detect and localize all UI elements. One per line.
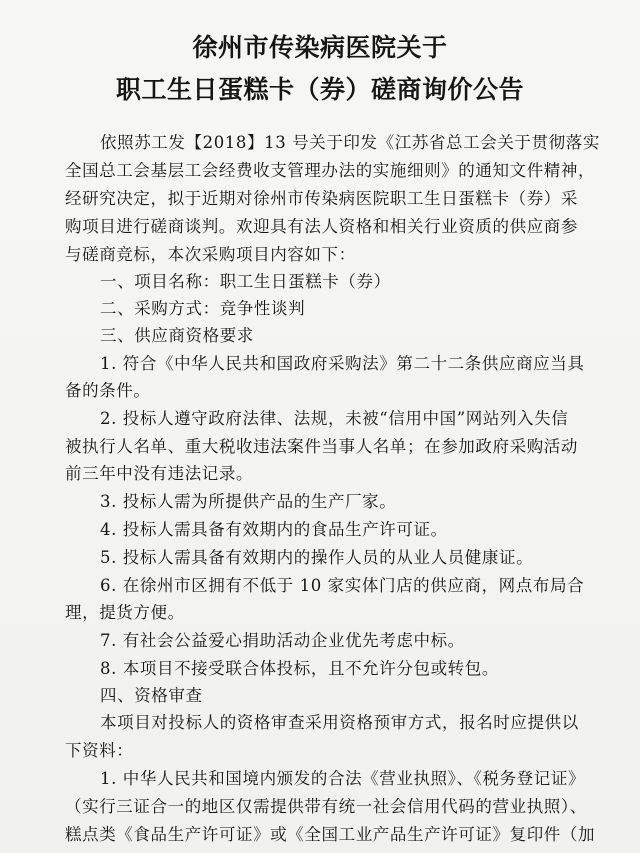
list-item-line: 6. 在徐州市区拥有不低于 10 家实体门店的供应商，网点布局合 [100,576,585,595]
paragraph-line: 购项目进行磋商谈判。欢迎具有法人资格和相关行业资质的供应商参 [65,217,578,236]
list-item-line: 3. 投标人需为所提供产品的生产厂家。 [100,492,397,511]
section-heading: 四、资格审查 [100,686,203,705]
document-title-line-1: 徐州市传染病医院关于 [192,33,448,62]
paragraph-line: 依照苏工发【2018】13 号关于印发《江苏省总工会关于贯彻落实 [100,133,600,152]
section-heading: 三、供应商资格要求 [100,326,254,345]
list-item-line: 糕点类《食品生产许可证》或《全国工业产品生产许可证》复印件（加 [65,825,596,844]
paragraph-line: 本项目对投标人的资格审查采用资格预审方式，报名时应提供以 [100,713,579,732]
list-item-line: 8. 本项目不接受联合体投标，且不允许分包或转包。 [100,659,499,678]
paragraph-line: 下资料： [65,741,134,760]
paragraph-line: 全国总工会基层工会经费收支管理办法的实施细则》的通知文件精神， [65,161,596,180]
list-item-line: 4. 投标人需具备有效期内的食品生产许可证。 [100,520,448,539]
list-item-line: 2. 投标人遵守政府法律、法规，未被“信用中国”网站列入失信 [100,409,569,428]
list-item-line: 5. 投标人需具备有效期内的操作人员的从业人员健康证。 [100,548,534,567]
list-item-line: （实行三证合一的地区仅需提供带有统一社会信用代码的营业执照）、 [65,797,587,816]
section-heading: 一、项目名称：职工生日蛋糕卡（券） [100,272,391,291]
list-item-line: 理，提货方便。 [65,603,185,622]
document-title-line-2: 职工生日蛋糕卡（券）磋商询价公告 [115,75,524,104]
paragraph-line: 与磋商竞标，本次采购项目内容如下： [65,245,356,264]
list-item-line: 前三年中没有违法记录。 [65,464,254,483]
list-item-line: 被执行人名单、重大税收违法案件当事人名单；在参加政府采购活动 [65,437,578,456]
paragraph-line: 经研究决定，拟于近期对徐州市传染病医院职工生日蛋糕卡（券）采 [65,189,578,208]
list-item-line: 1. 中华人民共和国境内颁发的合法《营业执照》、《税务登记证》 [100,769,586,788]
list-item-line: 7. 有社会公益爱心捐助活动企业优先考虑中标。 [100,631,465,650]
section-heading: 二、采购方式：竞争性谈判 [100,299,306,318]
list-item-line: 备的条件。 [65,381,151,400]
list-item-line: 1. 符合《中华人民共和国政府采购法》第二十二条供应商应当具 [100,354,585,373]
